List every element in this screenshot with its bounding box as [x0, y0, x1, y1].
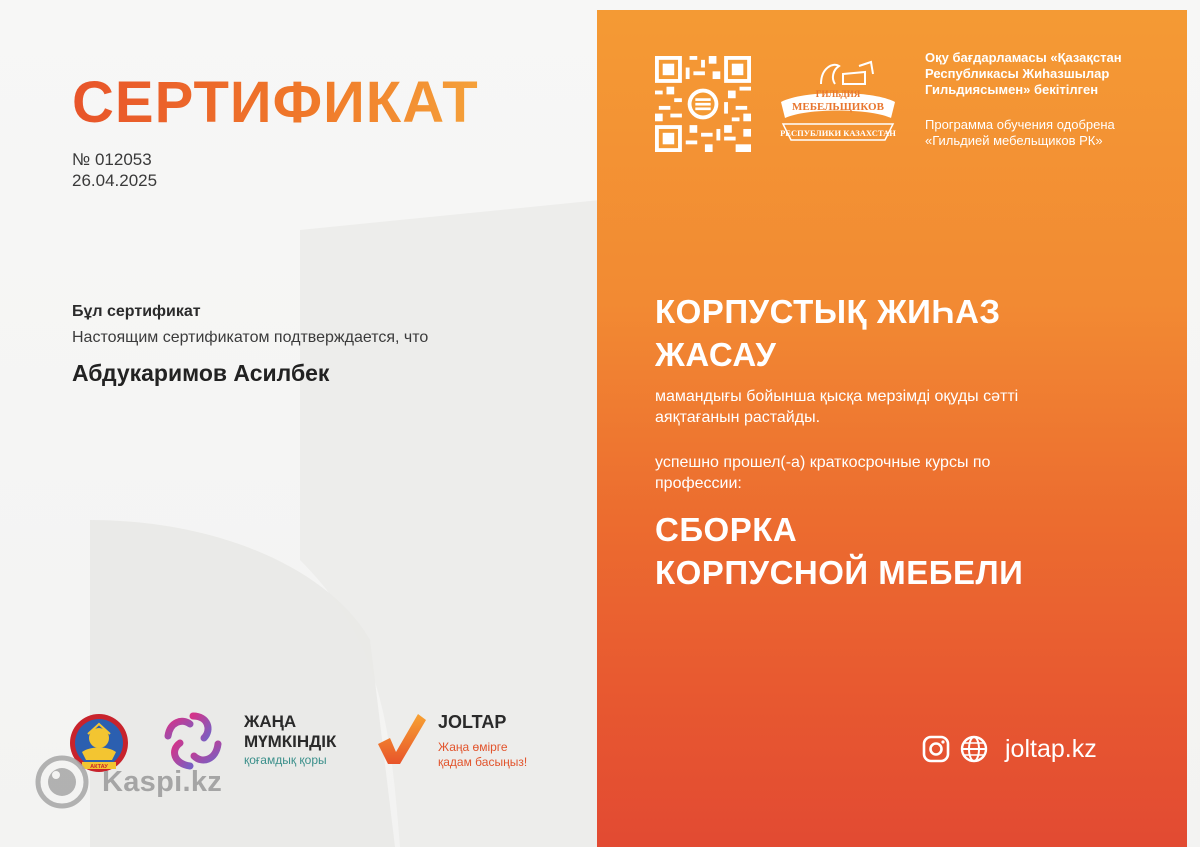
joltap-slogan — [438, 740, 527, 770]
social-links — [921, 732, 1097, 766]
emblem-text: АКТАУ — [90, 764, 108, 770]
kaspi-icon — [34, 755, 94, 809]
completion-ru: успешно прошел(-а) краткосрочные курсы по профессии: — [655, 454, 991, 492]
completion-kz: мамандығы бойынша қысқа мерзімді оқуды сәтті аяқтағанын растайды. — [655, 388, 1019, 426]
joltap-slogan-line1: Жаңа өмірге — [438, 740, 508, 754]
intro-ru: Настоящим сертификатом подтверждается, что — [72, 329, 429, 346]
approval-kz: Оқу бағдарламасы «Қазақстан Республикасы Жиһазшылар Гильдиясымен» бекітілген — [925, 50, 1122, 97]
joltap-slogan-line2: қадам басыңыз! — [438, 755, 528, 769]
watermark-text: Kaspi.kz — [102, 765, 223, 798]
joltap-name: JOLTAP — [438, 712, 507, 732]
instagram-icon[interactable] — [921, 734, 951, 764]
profession-ru — [655, 508, 1155, 594]
certificate-date: 26.04.2025 — [72, 171, 158, 190]
profession-ru-line1: СБОРКА — [655, 511, 798, 548]
profession-kz-line2: ЖАСАУ — [655, 336, 777, 373]
globe-icon[interactable] — [959, 734, 989, 764]
guild-text-2: МЕБЕЛЬЩИКОВ — [792, 101, 884, 113]
website-link[interactable]: joltap.kz — [1005, 734, 1097, 763]
jm-name-line2: МҮМКІНДІК — [244, 732, 337, 751]
guild-emblem — [773, 54, 903, 154]
certificate-number: № 012053 — [72, 150, 152, 169]
intro-kz: Бұл сертификат — [72, 303, 201, 320]
qr-code — [655, 56, 751, 152]
certificate-title: СЕРТИФИКАТ — [72, 70, 479, 135]
kaspi-watermark — [34, 755, 222, 809]
guild-text-1: ГИЛЬДИЯ — [815, 89, 861, 99]
guild-text-3: РЕСПУБЛИКИ КАЗАХСТАН — [780, 128, 896, 138]
profession-kz — [655, 290, 1155, 376]
profession-ru-line2: КОРПУСНОЙ МЕБЕЛИ — [655, 554, 1024, 591]
jm-subtitle: қоғамдық қоры — [244, 753, 327, 767]
jm-name — [244, 712, 336, 752]
joltap-logo-icon — [374, 710, 430, 766]
recipient-name: Абдукаримов Асилбек — [72, 360, 330, 386]
profession-kz-line1: КОРПУСТЫҚ ЖИҺАЗ — [655, 293, 1001, 330]
approval-ru: Программа обучения одобрена «Гильдией мебельщиков РК» — [925, 117, 1115, 148]
jm-name-line1: ЖАҢА — [244, 712, 297, 731]
